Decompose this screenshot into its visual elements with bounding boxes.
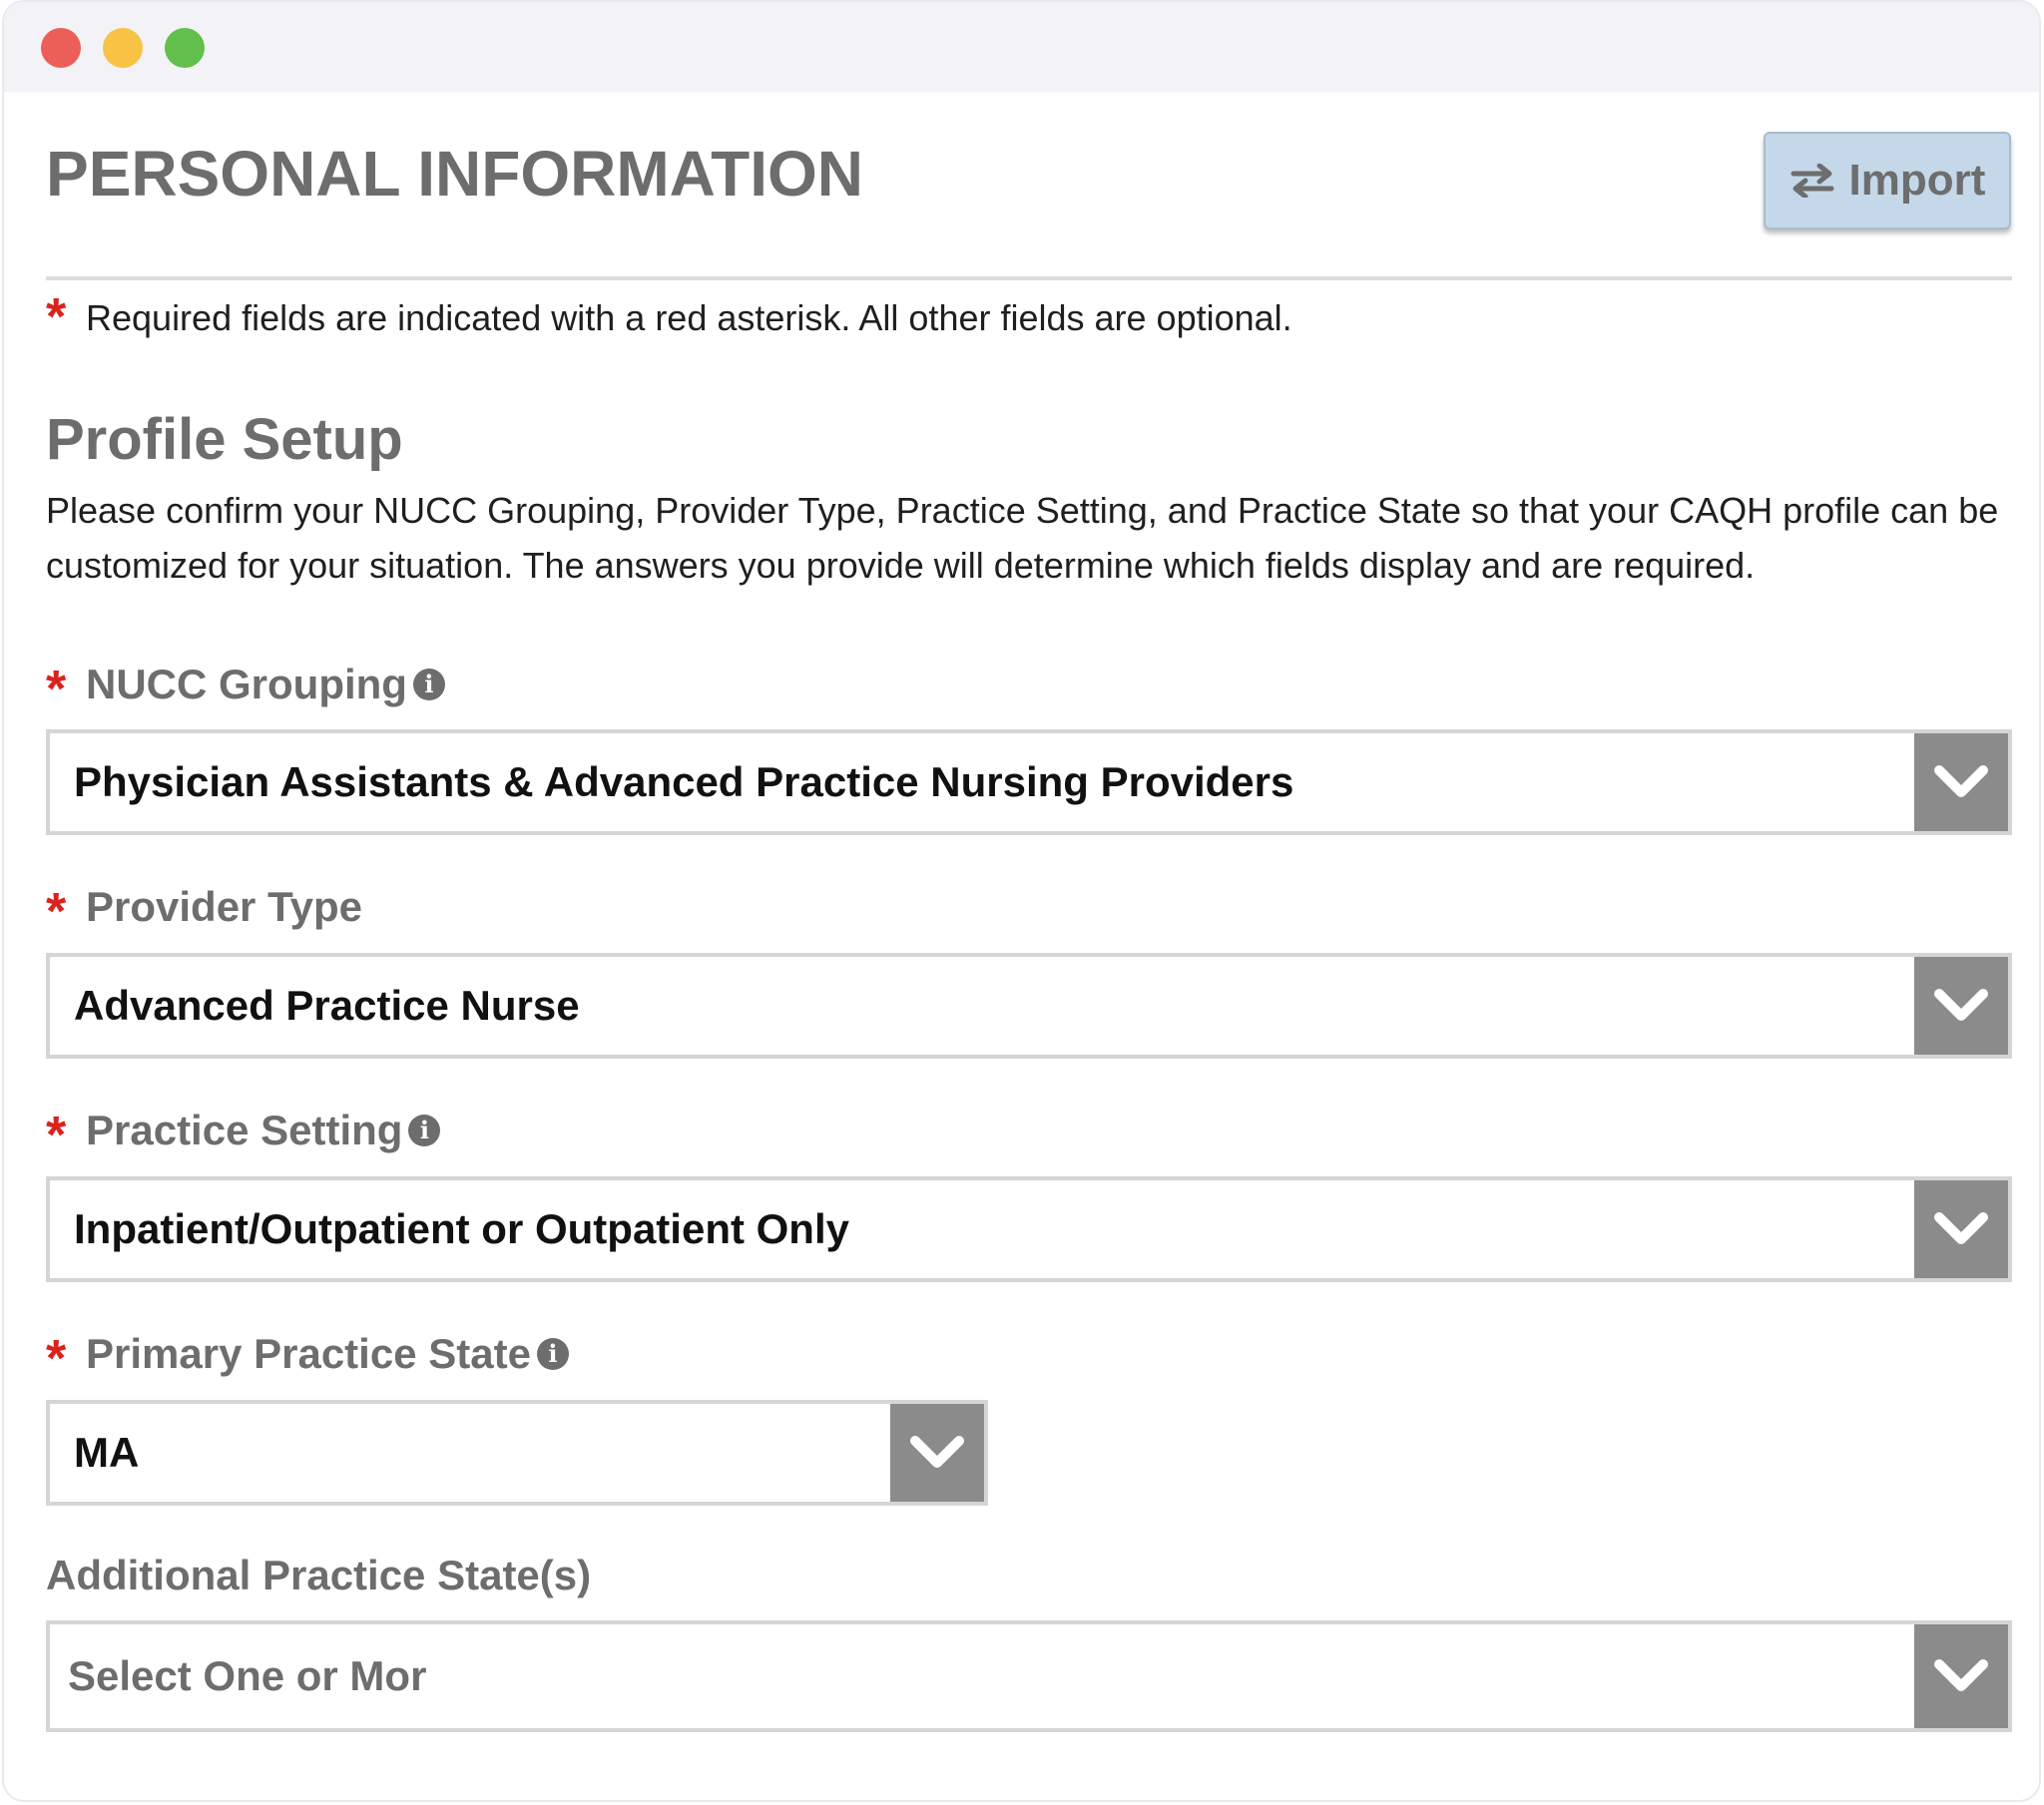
info-icon[interactable]: i: [408, 1115, 440, 1146]
close-window-button[interactable]: [41, 28, 81, 68]
provider-type-label-text: Provider Type: [86, 883, 362, 930]
additional-practice-states-select[interactable]: [46, 1620, 2012, 1732]
maximize-window-button[interactable]: [165, 28, 205, 68]
info-icon[interactable]: i: [537, 1338, 569, 1370]
nucc-grouping-select[interactable]: [46, 729, 2012, 835]
practice-setting-label: [86, 1107, 440, 1154]
nucc-grouping-label-text: NUCC Grouping: [86, 661, 407, 707]
required-fields-note: Required fields are indicated with a red asterisk. All other fields are optional.: [86, 297, 1292, 338]
practice-setting-value: Inpatient/Outpatient or Outpatient Only: [74, 1205, 849, 1252]
chevron-down-icon[interactable]: [1914, 957, 2008, 1055]
additional-practice-states-label-text: Additional Practice State(s): [46, 1552, 592, 1598]
required-asterisk-icon: *: [46, 1330, 67, 1388]
primary-practice-state-label-text: Primary Practice State: [86, 1330, 531, 1377]
primary-practice-state-value: MA: [74, 1429, 140, 1476]
practice-setting-label-text: Practice Setting: [86, 1107, 403, 1153]
window-titlebar: [4, 2, 2039, 92]
provider-type-label: [86, 883, 362, 931]
info-icon[interactable]: i: [413, 669, 445, 700]
header-divider: [46, 276, 2012, 280]
swap-arrows-icon: [1789, 164, 1835, 198]
chevron-down-icon[interactable]: [890, 1404, 984, 1502]
app-window: [2, 0, 2041, 1802]
minimize-window-button[interactable]: [103, 28, 143, 68]
profile-setup-description: Please confirm your NUCC Grouping, Provider Type, Practice Setting, and Practice State so that your CAQH profile can be customized for your situation. The answers you provide will determine which fields display and are required.: [46, 490, 1999, 586]
nucc-grouping-label: [86, 661, 445, 708]
provider-type-value: Advanced Practice Nurse: [74, 982, 580, 1029]
provider-type-select[interactable]: [46, 953, 2012, 1059]
chevron-down-icon[interactable]: [1914, 733, 2008, 831]
import-button[interactable]: [1764, 132, 2011, 229]
chevron-down-icon[interactable]: [1914, 1180, 2008, 1278]
import-button-label: Import: [1848, 156, 1986, 205]
primary-practice-state-select[interactable]: [46, 1400, 988, 1506]
required-asterisk-icon: *: [46, 883, 67, 941]
nucc-grouping-value: Physician Assistants & Advanced Practice Nursing Providers: [74, 758, 1294, 805]
additional-practice-states-placeholder[interactable]: Select One or Mor: [68, 1652, 427, 1699]
required-asterisk-icon: *: [46, 288, 67, 346]
profile-setup-title: Profile Setup: [46, 407, 403, 472]
page-title: PERSONAL INFORMATION: [46, 138, 863, 210]
chevron-down-icon[interactable]: [1914, 1624, 2008, 1728]
additional-practice-states-label: [46, 1552, 591, 1599]
required-asterisk-icon: *: [46, 661, 67, 718]
practice-setting-select[interactable]: [46, 1176, 2012, 1282]
required-asterisk-icon: *: [46, 1107, 67, 1164]
primary-practice-state-label: [86, 1330, 569, 1378]
